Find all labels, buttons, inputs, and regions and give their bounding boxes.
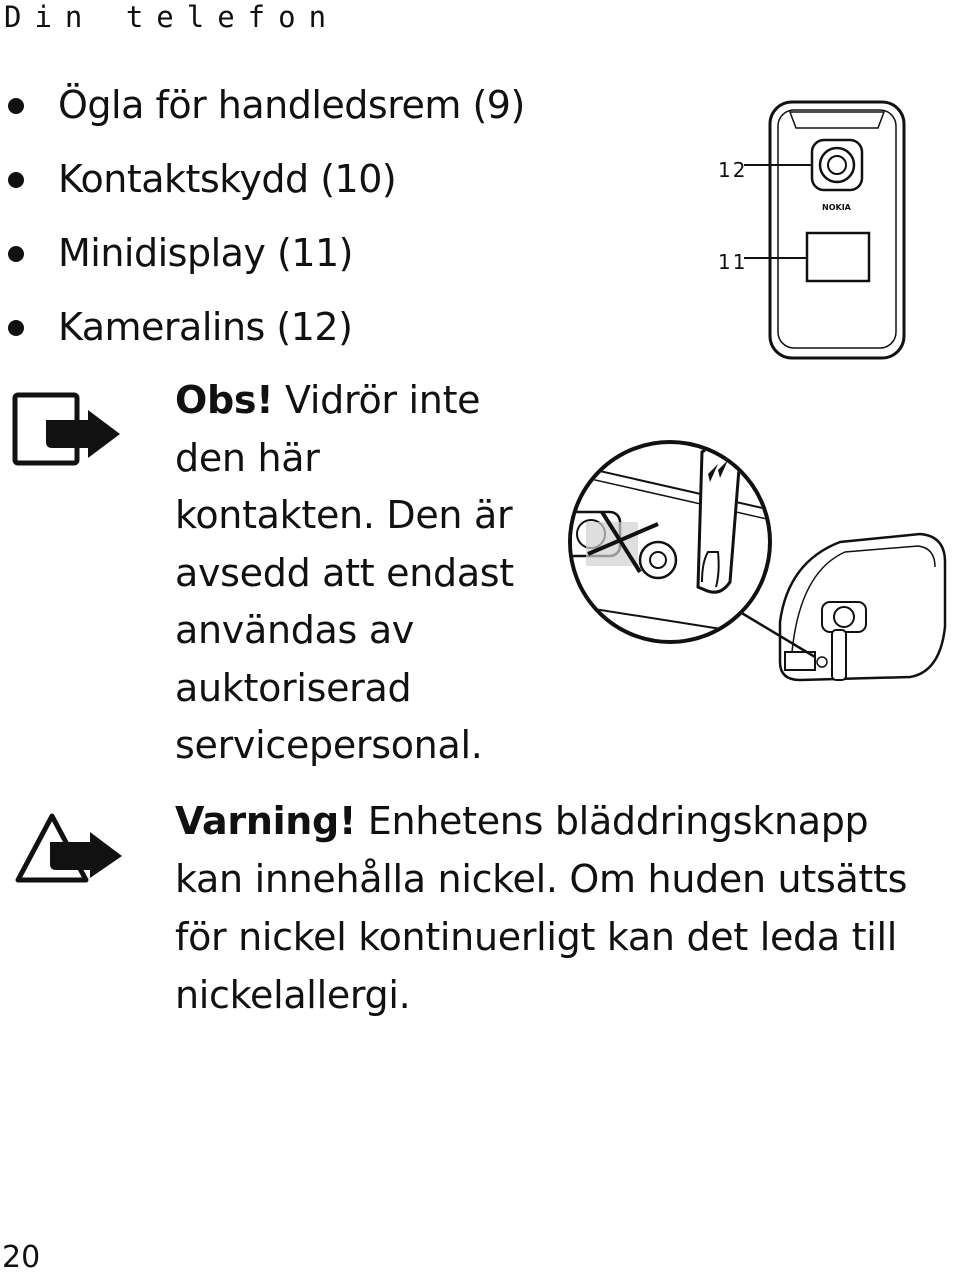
bullet-icon <box>8 246 24 262</box>
note-text: Vidrör inte den här kontakten. Den är avsedd att endast användas av auktoriserad servicepersonal. <box>175 378 514 767</box>
note-block <box>175 372 515 775</box>
section-header: Din telefon <box>4 0 340 34</box>
note-label: Obs! <box>175 378 274 422</box>
list-item-text: Kameralins (12) <box>58 305 353 349</box>
bullet-icon <box>8 98 24 114</box>
page-number: 20 <box>2 1240 41 1275</box>
list-item <box>0 76 525 150</box>
connector-illustration <box>540 412 960 692</box>
phone-back-illustration <box>700 98 915 362</box>
callout-label-12: 12 <box>718 158 748 182</box>
callout-label-11: 11 <box>718 250 748 274</box>
warning-label: Varning! <box>175 799 356 843</box>
bullet-icon <box>8 172 24 188</box>
warning-block <box>175 792 935 1024</box>
list-item-text: Minidisplay (11) <box>58 231 353 275</box>
list-item-text: Kontaktskydd (10) <box>58 157 397 201</box>
list-item <box>0 150 525 224</box>
list-item-text: Ögla för handledsrem (9) <box>58 83 525 127</box>
brand-label: NOKIA <box>822 203 851 212</box>
list-item <box>0 224 525 298</box>
warning-text: Enhetens bläddringsknapp kan innehålla nickel. Om huden utsätts för nickel kontinuerligt kan det leda till nickelallergi. <box>175 799 908 1017</box>
note-hand-icon <box>12 392 124 466</box>
bullet-icon <box>8 320 24 336</box>
list-item <box>0 298 525 372</box>
feature-list <box>0 76 525 372</box>
warning-hand-icon <box>14 812 126 884</box>
